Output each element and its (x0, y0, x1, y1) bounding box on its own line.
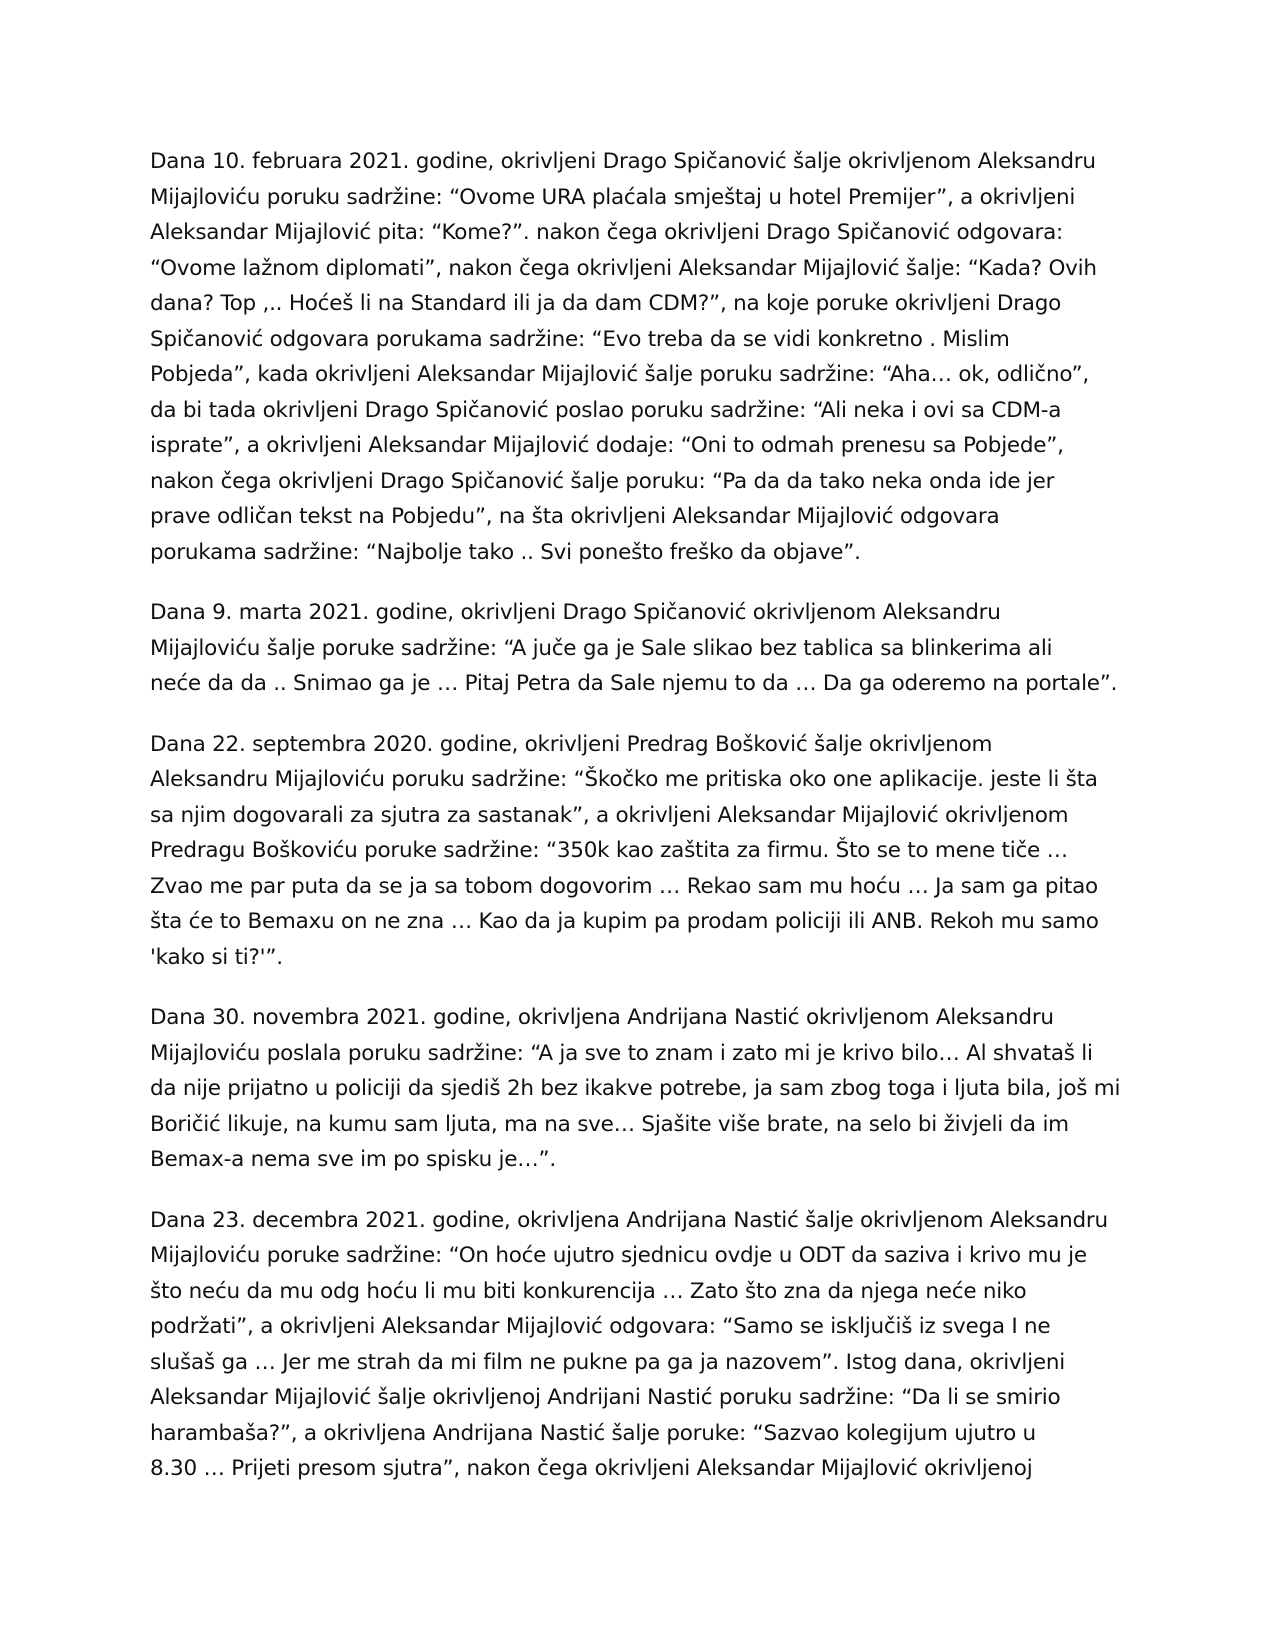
text-line: “Ovome lažnom diplomati”, nakon čega okrivljeni Aleksandar Mijajlović šalje: “Kada? Ovih (150, 255, 1097, 281)
text-line: nakon čega okrivljeni Drago Spičanović šalje poruku: “Pa da da tako neka onda ide jer (150, 468, 1055, 494)
text-line: Mijajloviću poruke sadržine: “On hoće ujutro sjednicu ovdje u ODT da saziva i krivo mu je (150, 1243, 1087, 1268)
text-line: Predragu Boškoviću poruke sadržine: “350k kao zaštita za firmu. Što se to mene tiče … (150, 838, 1068, 863)
text-line: Mijajloviću šalje poruke sadržine: “A juče ga je Sale slikao bez tablica sa blinkerima ali (150, 635, 1053, 661)
text-line: slušaš ga … Jer me strah da mi film ne pukne pa ga ja nazovem”. Istog dana, okrivljeni (150, 1349, 1065, 1375)
paragraph-sep-22-2020 (150, 727, 1125, 976)
text-line: Spičanović odgovara porukama sadržine: “Evo treba da se vidi konkretno . Mislim (150, 326, 1010, 352)
text-line: porukama sadržine: “Najbolje tako .. Svi ponešto freško da objave”. (150, 539, 861, 565)
text-line: Zvao me par puta da se ja sa tobom dogovorim … Rekao sam mu hoću … Ja sam ga pitao (150, 873, 1098, 899)
paragraph-mar-9-2021 (150, 595, 1125, 702)
document-body (150, 144, 1125, 1512)
text-line: 8.30 … Prijeti presom sjutra”, nakon čega okrivljeni Aleksandar Mijajlović okrivljenoj (150, 1456, 1033, 1481)
text-line: šta će to Bemaxu on ne zna … Kao da ja kupim pa prodam policiji ili ANB. Rekoh mu samo (150, 909, 1099, 934)
paragraph-nov-30-2021 (150, 1000, 1125, 1178)
text-line: neće da da .. Snimao ga je … Pitaj Petra da Sale njemu to da … Da ga oderemo na portale”. (150, 671, 1118, 696)
text-line: Dana 30. novembra 2021. godine, okrivljena Andrijana Nastić okrivljenom Aleksandru (150, 1005, 1054, 1030)
text-line: sa njim dogovarali za sjutra za sastanak”, a okrivljeni Aleksandar Mijajlović okrivljenom (150, 802, 1069, 828)
text-line: Boričić likuje, na kumu sam ljuta, ma na sve… Sjašite više brate, na selo bi živjeli da im (150, 1111, 1069, 1137)
text-line: 'kako si ti?'”. (150, 944, 283, 970)
paragraph-feb-10-2021 (150, 144, 1125, 570)
paragraph-dec-23-2021 (150, 1203, 1125, 1487)
text-line: što neću da mu odg hoću li mu biti konkurencija … Zato što zna da njega neće niko (150, 1278, 1027, 1304)
text-line: Dana 9. marta 2021. godine, okrivljeni Drago Spičanović okrivljenom Aleksandru (150, 600, 1001, 625)
text-line: podržati”, a okrivljeni Aleksandar Mijajlović odgovara: “Samo se isključiš iz svega I ne (150, 1314, 1051, 1339)
text-line: Mijajloviću poruku sadržine: “Ovome URA plaćala smještaj u hotel Premijer”, a okrivljeni (150, 184, 1076, 210)
text-line: Dana 10. februara 2021. godine, okrivljeni Drago Spičanović šalje okrivljenom Aleksandru (150, 149, 1096, 174)
text-line: da nije prijatno u policiji da sjediš 2h bez ikakve potrebe, ja sam zbog toga i ljuta bila, još mi (150, 1076, 1121, 1101)
text-line: isprate”, a okrivljeni Aleksandar Mijajlović dodaje: “Oni to odmah prenesu sa Pobjede”, (150, 433, 1064, 458)
text-line: prave odličan tekst na Pobjedu”, na šta okrivljeni Aleksandar Mijajlović odgovara (150, 504, 1000, 529)
text-line: Dana 23. decembra 2021. godine, okrivljena Andrijana Nastić šalje okrivljenom Aleksandru (150, 1207, 1108, 1233)
text-line: Aleksandar Mijajlović šalje okrivljenoj Andrijani Nastić poruku sadržine: “Da li se smirio (150, 1385, 1061, 1410)
text-line: Aleksandar Mijajlović pita: “Kome?”. nakon čega okrivljeni Drago Spičanović odgovara: (150, 220, 1064, 245)
text-line: Pobjeda”, kada okrivljeni Aleksandar Mijajlović šalje poruku sadržine: “Aha… ok, odlično”, (150, 362, 1089, 387)
text-line: Bemax-a nema sve im po spisku je…”. (150, 1147, 556, 1172)
text-line: Mijajloviću poslala poruku sadržine: “A ja sve to znam i zato mi je krivo bilo… Al shvataš li (150, 1040, 1093, 1066)
text-line: Aleksandru Mijajloviću poruku sadržine: “Škočko me pritiska oko one aplikacije. jeste li šta (150, 767, 1098, 792)
text-line: dana? Top ,.. Hoćeš li na Standard ili ja da dam CDM?”, na koje poruke okrivljeni Drago (150, 291, 1062, 316)
text-line: harambaša?”, a okrivljena Andrijana Nastić šalje poruke: “Sazvao kolegijum ujutro u (150, 1420, 1036, 1446)
text-line: Dana 22. septembra 2020. godine, okrivljeni Predrag Bošković šalje okrivljenom (150, 731, 993, 757)
text-line: da bi tada okrivljeni Drago Spičanović poslao poruku sadržine: “Ali neka i ovi sa CDM-a (150, 397, 1062, 423)
